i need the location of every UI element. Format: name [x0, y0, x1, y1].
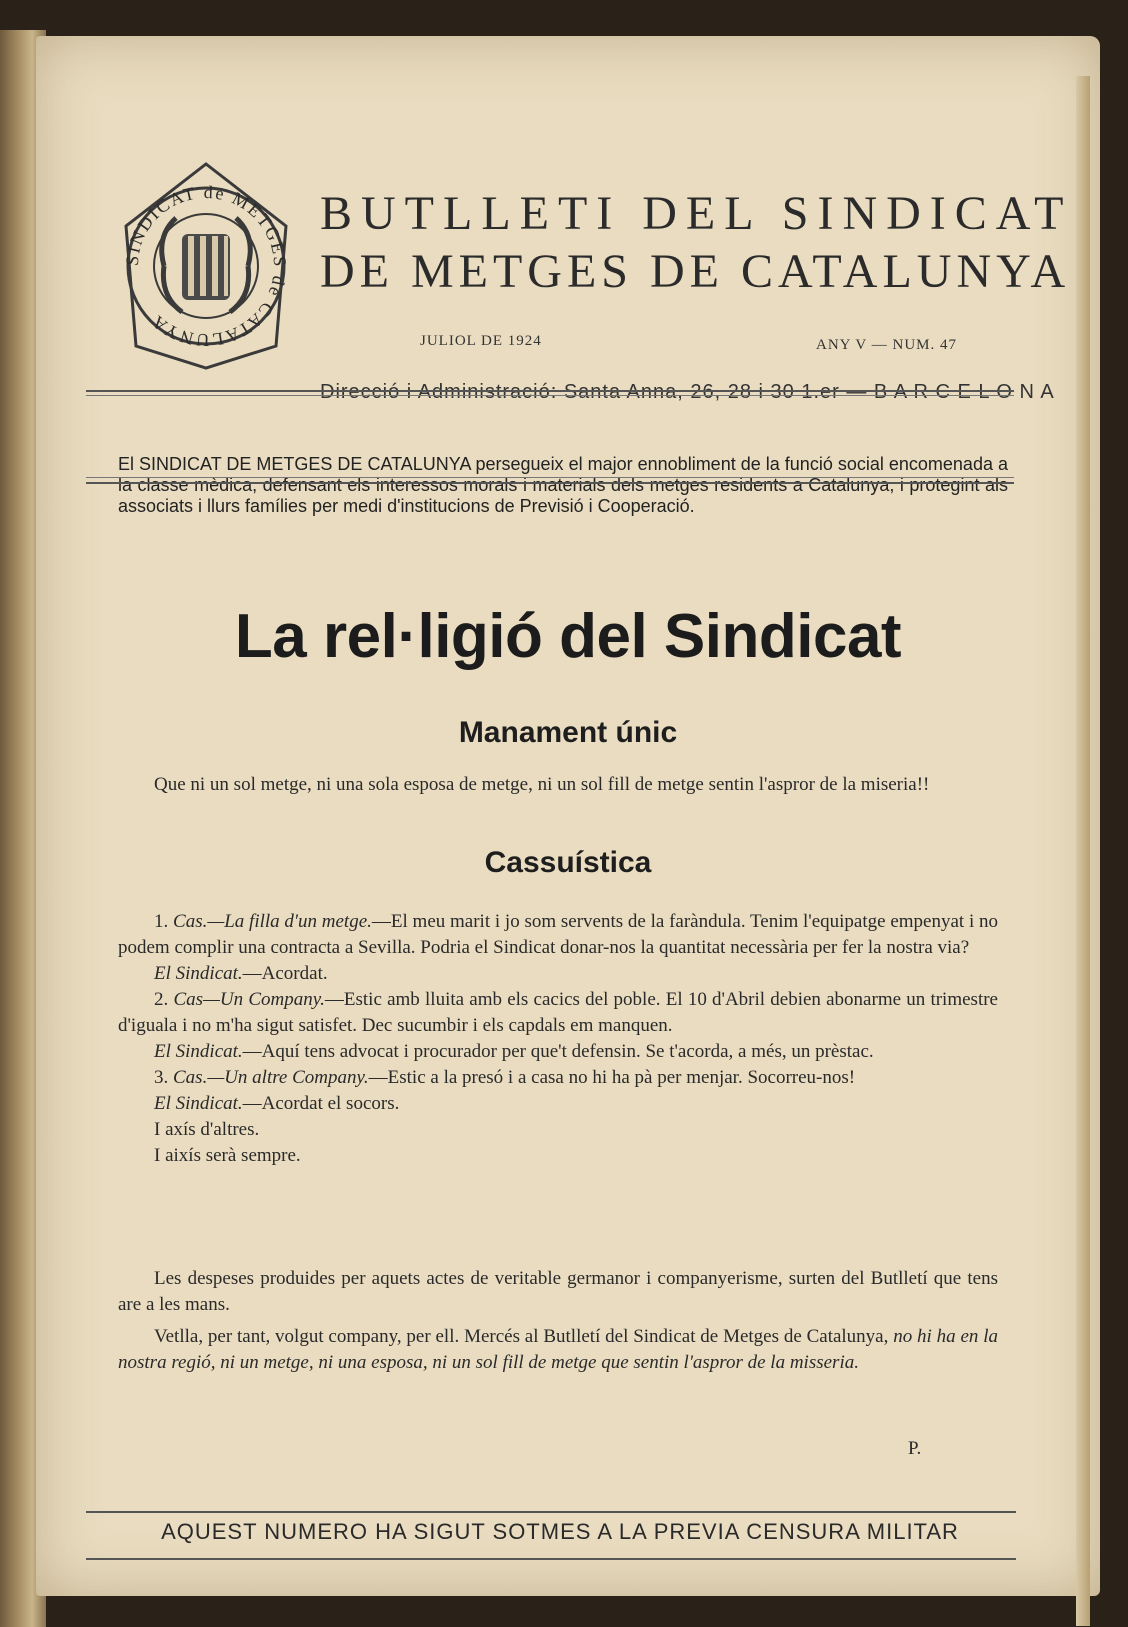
divider-mid: [86, 482, 1014, 484]
case-1-number: 1.: [154, 911, 169, 932]
case-2-number: 2.: [154, 989, 169, 1010]
masthead-title-line1: BUTLLETI DEL SINDICAT: [320, 187, 1073, 240]
divider-top-thin: [86, 395, 1014, 396]
section-heading-cassuistica: Cassuística: [484, 846, 652, 879]
masthead-title-line2: DE METGES DE CATALUNYA: [320, 245, 1071, 298]
article-title: La rel·ligió del Sindicat: [234, 602, 902, 671]
case-1-reply: [118, 961, 998, 987]
case-2-reply: [118, 1039, 998, 1065]
case-3-lead: Cas.—Un altre Company.: [173, 1067, 369, 1088]
divider-footer-bottom: [86, 1558, 1016, 1560]
divider-top: [86, 390, 1014, 392]
closing-p2-italic: no hi ha en la nostra regió, ni un metge, ni una esposa, ni un sol fill de metge que sentin l'aspror de la misseria.: [118, 1326, 998, 1373]
case-3-text: —Estic a la presó i a casa no hi ha pà per menjar. Socorreu-nos!: [368, 1067, 856, 1088]
case-1-text: —El meu marit i jo som servents de la faràndula. Tenim l'equipatge empenyat i no podem complir una contracta a Sevilla. Podria el Sindicat donar-nos la quantitat necessària per fer la nostra via?: [118, 911, 999, 958]
case-1-reply-lead: El Sindicat.: [154, 963, 243, 984]
mission-statement: El SINDICAT DE METGES DE CATALUNYA persegueix el major ennobliment de la funció social encomenada a la classe mèdica, defensant els interessos morals i materials dels metges residents a Catalunya, i protegint als associats i llurs famílies per medi d'institucions de Previsió i Cooperació.: [118, 454, 1008, 516]
address-line: Direcció i Administració: Santa Anna, 26, 28 i 30 1.er — B A R C E L O N A: [320, 381, 1055, 403]
section-heading-manament: Manament únic: [458, 716, 678, 749]
cases-block: [118, 909, 998, 1169]
journal-page: [36, 36, 1100, 1596]
case-2-reply-text: —Aquí tens advocat i procurador per que't defensin. Se t'acorda, a més, un prèstac.: [242, 1041, 874, 1062]
case-1-lead: Cas.—La filla d'un metge.: [173, 911, 372, 932]
seal-text: SINDICAT de METGES de CATALUNYA: [121, 181, 291, 351]
closing-p2-plain: Vetlla, per tant, volgut company, per ell. Mercés al Butlletí del Sindicat de Metges de Catalunya,: [154, 1326, 889, 1347]
divider-footer-top: [86, 1511, 1016, 1513]
case-3-number: 3.: [154, 1067, 169, 1088]
line-sera-sempre: I aixís serà sempre.: [154, 1145, 301, 1166]
issue-number: ANY V — NUM. 47: [816, 337, 957, 353]
closing-block: [118, 1266, 998, 1376]
case-3-reply-lead: El Sindicat.: [154, 1093, 243, 1114]
case-3-reply: [118, 1091, 998, 1117]
sindicat-seal-logo: [116, 156, 296, 376]
case-1: [118, 909, 998, 961]
case-2-lead: Cas—Un Company.: [173, 989, 325, 1010]
censorship-notice: AQUEST NUMERO HA SIGUT SOTMES A LA PREVIA CENSURA MILITAR: [161, 1519, 959, 1544]
case-3: [118, 1065, 998, 1091]
divider-mid-thin: [86, 477, 1014, 478]
manament-text: [118, 772, 998, 798]
case-3-reply-text: —Acordat el socors.: [242, 1093, 400, 1114]
case-2-text: —Estic amb lluita amb els cacics del poble. El 10 d'Abril debien abonarme un trimestre d'iguala i no m'ha sigut satisfet. Dec sucumbir i els capdals em manquen.: [118, 989, 998, 1036]
manament-paragraph: Que ni un sol metge, ni una sola esposa de metge, ni un sol fill de metge sentin l'aspror de la miseria!!: [154, 774, 930, 795]
closing-paragraph-1: Les despeses produides per aquets actes de veritable germanor i companyerisme, surten del Butlletí que tens are a les mans.: [118, 1268, 998, 1315]
line-axis-daltres: I axís d'altres.: [154, 1119, 260, 1140]
case-1-reply-text: —Acordat.: [242, 963, 328, 984]
issue-date: JULIOL DE 1924: [420, 333, 542, 349]
signature: P.: [908, 1438, 922, 1459]
closing-paragraph-2: [118, 1324, 998, 1376]
case-2-reply-lead: El Sindicat.: [154, 1041, 243, 1062]
case-2: [118, 987, 998, 1039]
